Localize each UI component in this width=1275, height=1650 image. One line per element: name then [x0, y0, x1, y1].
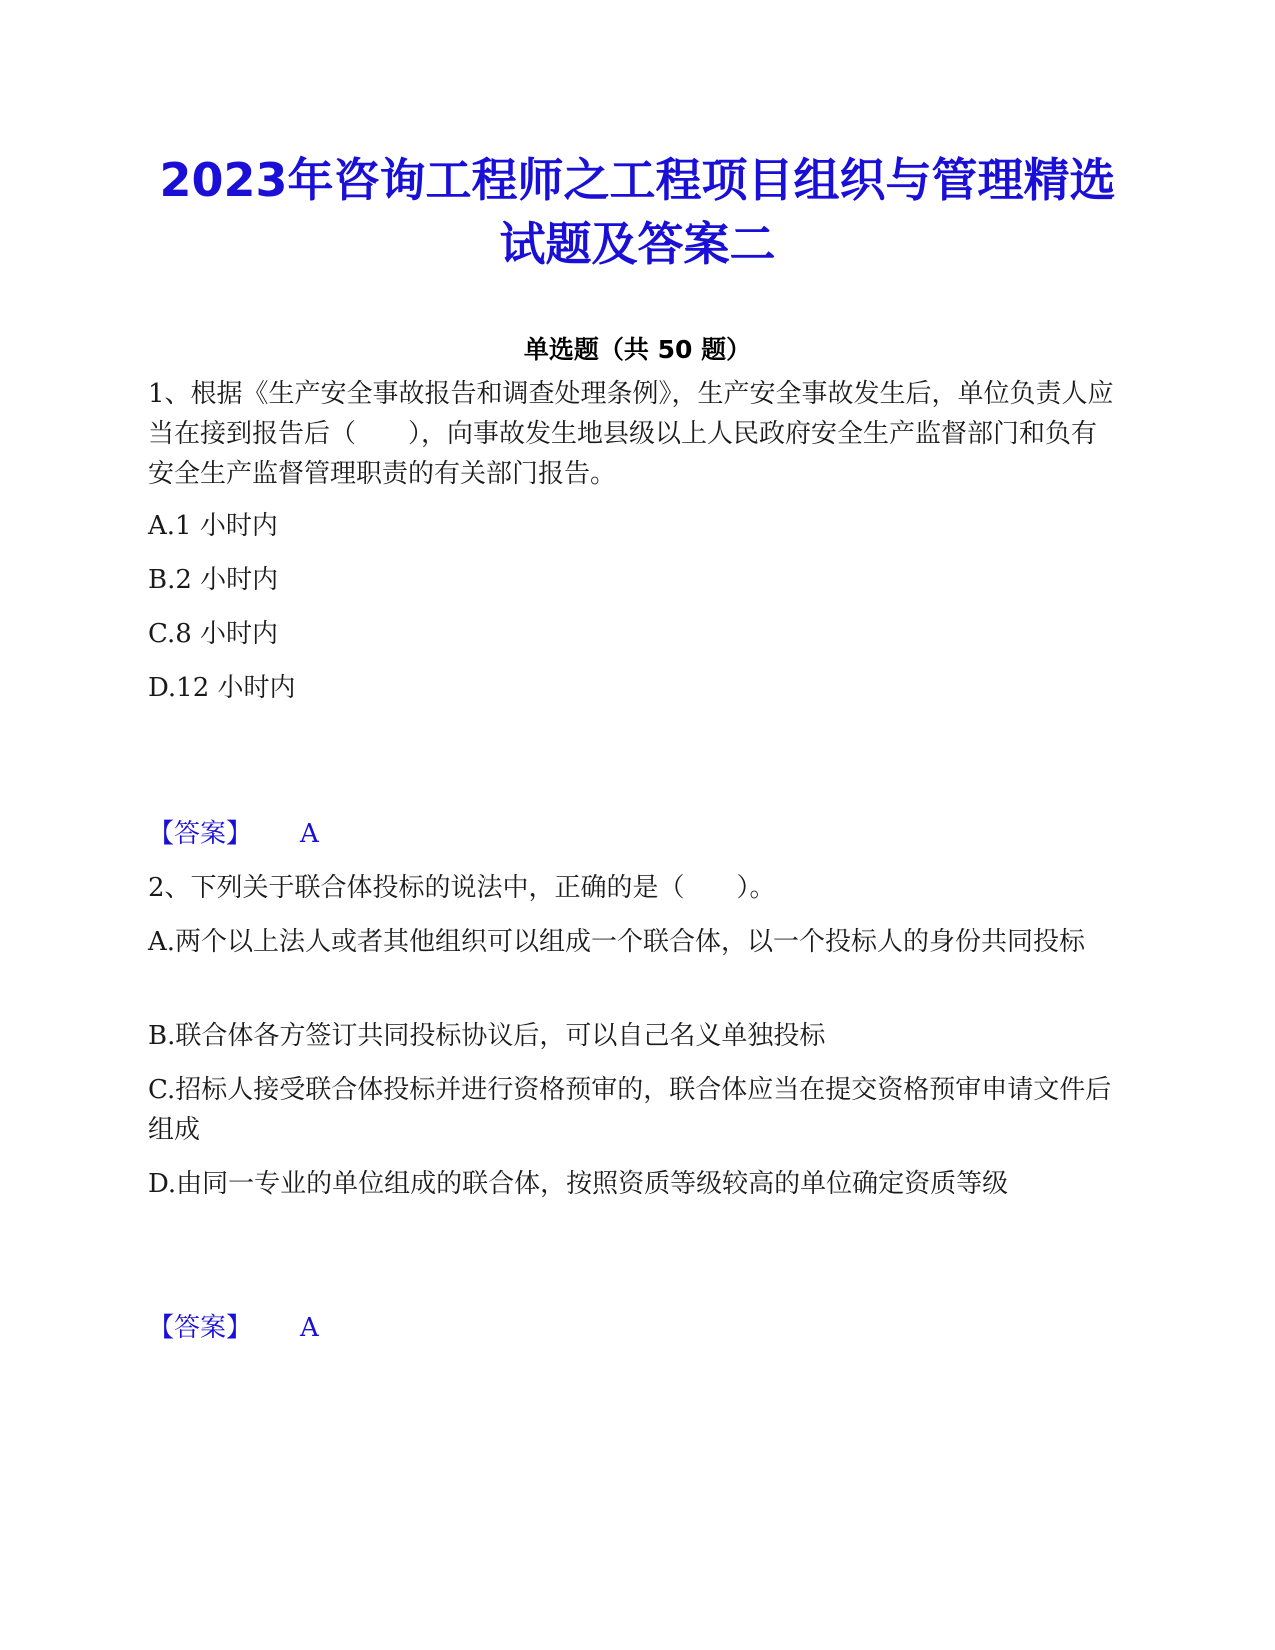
answer-value: A — [300, 1313, 319, 1343]
option-text: B.联合体各方签订共同投标协议后，可以自己名义单独投标 — [148, 1021, 826, 1051]
answer-label: 【答案】 — [148, 1313, 253, 1343]
question-2-option-d — [148, 1164, 1118, 1204]
option-text: C.招标人接受联合体投标并进行资格预审的，联合体应当在提交资格预审申请文件后组成 — [148, 1075, 1112, 1145]
question-2-option-a — [148, 922, 1118, 962]
answer-value: A — [300, 819, 319, 849]
question-1-option-a — [148, 506, 1118, 546]
document-title: 2023年咨询工程师之工程项目组织与管理精选试题及答案二 — [159, 153, 1116, 271]
question-2-stem: 2、下列关于联合体投标的说法中，正确的是（ ）。 — [148, 873, 776, 903]
question-2 — [148, 868, 1118, 908]
question-1 — [148, 374, 1118, 494]
option-text: A.两个以上法人或者其他组织可以组成一个联合体，以一个投标人的身份共同投标 — [148, 927, 1086, 957]
question-1-stem: 1、根据《生产安全事故报告和调查处理条例》，生产安全事故发生后，单位负责人应当在接到报告后（ ），向事故发生地县级以上人民政府安全生产监督部门和负有安全生产监督管理职责的有关部门报告。 — [148, 379, 1114, 489]
answer-label: 【答案】 — [148, 819, 253, 849]
question-2-option-b — [148, 1016, 1118, 1056]
question-1-answer — [148, 814, 319, 854]
option-text: B.2 小时内 — [148, 565, 279, 595]
option-text: D.12 小时内 — [148, 673, 296, 703]
question-1-option-d — [148, 668, 1118, 708]
section-heading: 单选题（共 50 题） — [523, 335, 752, 364]
question-2-answer — [148, 1308, 319, 1348]
question-2-option-c — [148, 1070, 1118, 1150]
question-1-option-b — [148, 560, 1118, 600]
question-1-option-c — [148, 614, 1118, 654]
option-text: D.由同一专业的单位组成的联合体，按照资质等级较高的单位确定资质等级 — [148, 1169, 1009, 1199]
option-text: C.8 小时内 — [148, 619, 279, 649]
option-text: A.1 小时内 — [148, 511, 278, 541]
